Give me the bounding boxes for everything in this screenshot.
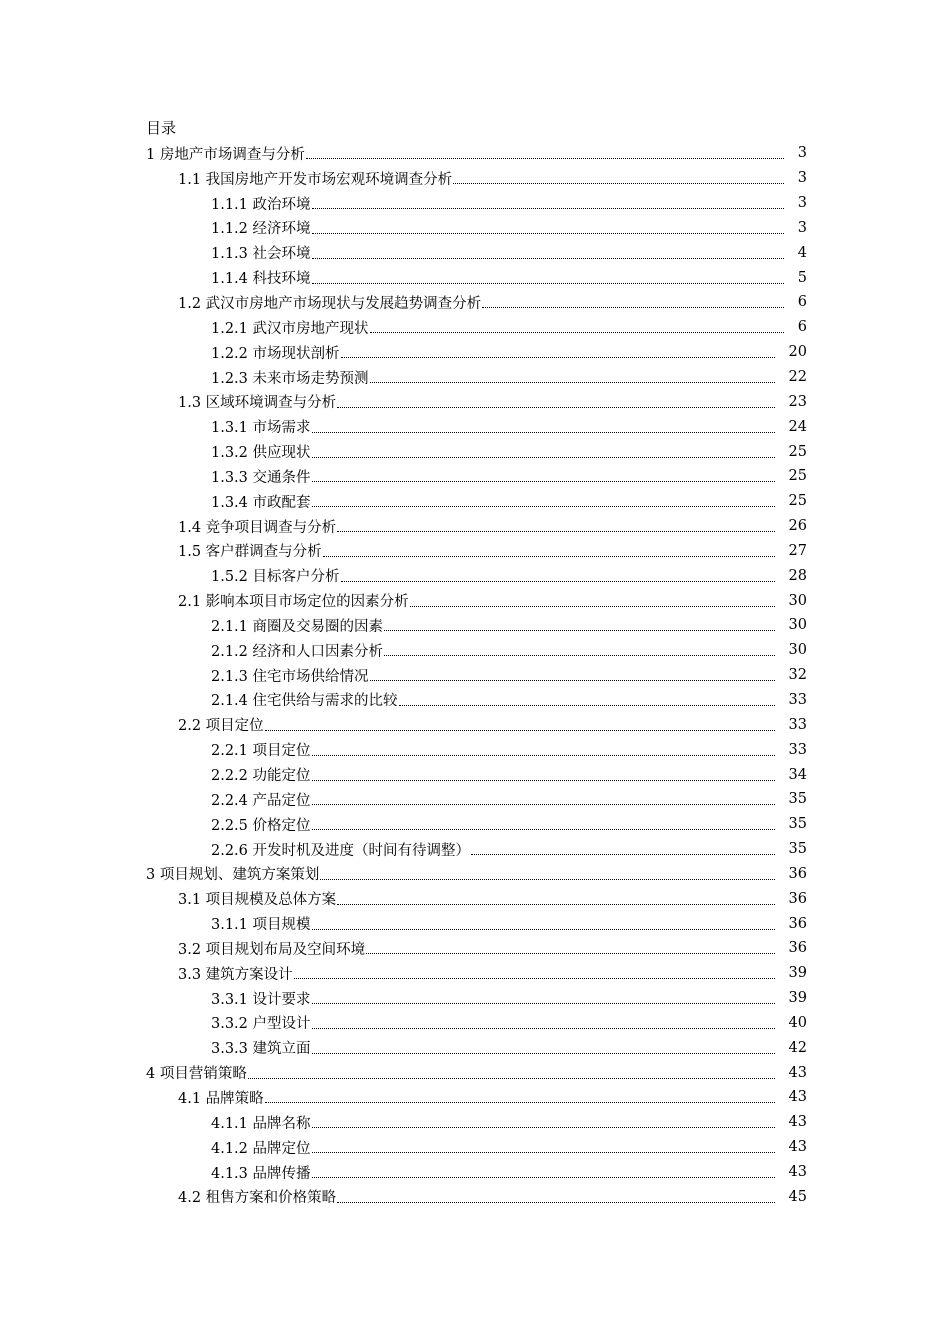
toc-leader-dots — [337, 1190, 774, 1204]
toc-leader-dots — [312, 743, 775, 757]
toc-entry-page-number: 43 — [788, 1139, 807, 1156]
toc-leader-dots — [320, 867, 774, 881]
toc-entry-label: 1.3.3 交通条件 — [211, 469, 311, 486]
toc-entry-label: 3 项目规划、建筑方案策划 — [146, 867, 320, 884]
toc-entry-label: 1.3.2 供应现状 — [211, 445, 311, 462]
toc-leader-dots — [399, 693, 775, 707]
toc-entry-page-number: 35 — [788, 841, 807, 858]
toc-entry-label: 1.4 竞争项目调查与分析 — [178, 519, 337, 536]
toc-leader-dots — [312, 445, 775, 459]
toc-entry-label: 3.3 建筑方案设计 — [178, 966, 293, 983]
table-of-contents — [0, 141, 950, 1209]
toc-leader-dots — [248, 1066, 775, 1080]
toc-entry-page-number: 42 — [788, 1039, 807, 1056]
toc-entry[interactable] — [0, 861, 807, 886]
toc-entry-page-number: 36 — [788, 890, 807, 907]
toc-entry[interactable] — [0, 1135, 807, 1160]
toc-entry-label: 4 项目营销策略 — [146, 1066, 247, 1083]
toc-entry-label: 2.1.2 经济和人口因素分析 — [211, 643, 384, 660]
toc-entry[interactable] — [0, 141, 807, 166]
toc-entry[interactable] — [0, 588, 807, 613]
toc-entry[interactable] — [0, 762, 807, 787]
toc-entry-label: 4.1 品牌策略 — [178, 1090, 264, 1107]
toc-leader-dots — [312, 246, 784, 260]
toc-entry[interactable] — [0, 539, 807, 564]
toc-entry-label: 2.1.4 住宅供给与需求的比较 — [211, 693, 398, 710]
toc-entry[interactable] — [0, 1184, 807, 1209]
toc-entry-label: 3.3.2 户型设计 — [211, 1016, 311, 1033]
toc-entry-label: 2.1.1 商圈及交易圈的因素 — [211, 618, 384, 635]
toc-leader-dots — [453, 171, 784, 185]
toc-entry[interactable] — [0, 663, 807, 688]
toc-leader-dots — [384, 618, 775, 632]
toc-entry-label: 1.1.3 社会环境 — [211, 246, 311, 263]
toc-entry-label: 2.2.2 功能定位 — [211, 768, 311, 785]
toc-leader-dots — [410, 594, 775, 608]
toc-title: 目录 — [146, 119, 177, 137]
toc-entry-label: 1.1.2 经济环境 — [211, 221, 311, 238]
toc-entry-page-number: 20 — [788, 344, 807, 361]
toc-entry[interactable] — [0, 1110, 807, 1135]
toc-entry-page-number: 36 — [788, 915, 807, 932]
toc-entry[interactable] — [0, 1160, 807, 1185]
toc-entry[interactable] — [0, 514, 807, 539]
toc-entry-label: 1.5.2 目标客户分析 — [211, 569, 340, 586]
toc-entry-page-number: 33 — [788, 691, 807, 708]
toc-leader-dots — [384, 643, 775, 657]
toc-entry-label: 1 房地产市场调查与分析 — [146, 146, 305, 163]
toc-entry-page-number: 45 — [788, 1188, 807, 1205]
toc-entry[interactable] — [0, 712, 807, 737]
toc-entry-page-number: 22 — [788, 369, 807, 386]
toc-entry[interactable] — [0, 414, 807, 439]
toc-leader-dots — [294, 966, 775, 980]
toc-entry-page-number: 4 — [797, 244, 807, 261]
toc-entry-page-number: 26 — [788, 518, 807, 535]
toc-entry-page-number: 3 — [797, 219, 807, 236]
toc-leader-dots — [337, 892, 774, 906]
toc-entry[interactable] — [0, 166, 807, 191]
toc-entry[interactable] — [0, 563, 807, 588]
toc-entry-page-number: 5 — [797, 269, 807, 286]
toc-leader-dots — [312, 1140, 775, 1154]
toc-entry[interactable] — [0, 216, 807, 241]
toc-entry[interactable] — [0, 340, 807, 365]
toc-entry[interactable] — [0, 464, 807, 489]
toc-leader-dots — [312, 196, 784, 210]
toc-leader-dots — [370, 370, 775, 384]
toc-entry[interactable] — [0, 439, 807, 464]
toc-leader-dots — [312, 271, 784, 285]
toc-entry[interactable] — [0, 886, 807, 911]
toc-entry[interactable] — [0, 911, 807, 936]
toc-leader-dots — [471, 842, 775, 856]
toc-entry-page-number: 32 — [788, 667, 807, 684]
toc-leader-dots — [337, 395, 774, 409]
toc-leader-dots — [341, 569, 775, 583]
toc-entry-page-number: 43 — [788, 1114, 807, 1131]
toc-entry[interactable] — [0, 812, 807, 837]
toc-entry-page-number: 43 — [788, 1164, 807, 1181]
toc-entry-label: 3.2 项目规划布局及空间环境 — [178, 941, 366, 958]
toc-entry-label: 2.2.5 价格定位 — [211, 817, 311, 834]
toc-entry-label: 1.3 区域环境调查与分析 — [178, 395, 337, 412]
toc-entry-page-number: 25 — [788, 468, 807, 485]
toc-entry-label: 2.2.4 产品定位 — [211, 792, 311, 809]
toc-entry-label: 3.1 项目规模及总体方案 — [178, 892, 337, 909]
toc-entry-page-number: 33 — [788, 716, 807, 733]
toc-entry-page-number: 30 — [788, 617, 807, 634]
toc-entry[interactable] — [0, 986, 807, 1011]
toc-entry-page-number: 6 — [797, 294, 807, 311]
toc-leader-dots — [370, 668, 775, 682]
toc-leader-dots — [312, 494, 775, 508]
toc-entry-label: 1.1 我国房地产开发市场宏观环境调查分析 — [178, 171, 453, 188]
toc-entry-label: 2.1.3 住宅市场供给情况 — [211, 668, 369, 685]
toc-entry[interactable] — [0, 638, 807, 663]
toc-leader-dots — [312, 1016, 775, 1030]
toc-entry-page-number: 3 — [797, 170, 807, 187]
toc-leader-dots — [323, 544, 775, 558]
toc-entry-label: 1.2 武汉市房地产市场现状与发展趋势调查分析 — [178, 295, 482, 312]
toc-entry-page-number: 36 — [788, 865, 807, 882]
toc-entry-page-number: 27 — [788, 542, 807, 559]
toc-entry-page-number: 43 — [788, 1064, 807, 1081]
toc-entry[interactable] — [0, 240, 807, 265]
toc-entry-page-number: 24 — [788, 418, 807, 435]
toc-leader-dots — [312, 792, 775, 806]
toc-entry[interactable] — [0, 787, 807, 812]
toc-entry[interactable] — [0, 936, 807, 961]
toc-entry-page-number: 28 — [788, 567, 807, 584]
toc-leader-dots — [312, 221, 784, 235]
toc-leader-dots — [312, 1165, 775, 1179]
toc-entry-label: 1.5 客户群调查与分析 — [178, 544, 322, 561]
toc-entry[interactable] — [0, 1060, 807, 1085]
toc-entry[interactable] — [0, 737, 807, 762]
toc-entry-label: 1.2.3 未来市场走势预测 — [211, 370, 369, 387]
toc-leader-dots — [306, 146, 784, 160]
toc-entry[interactable] — [0, 688, 807, 713]
toc-entry-label: 2.1 影响本项目市场定位的因素分析 — [178, 594, 409, 611]
toc-entry-label: 1.3.1 市场需求 — [211, 420, 311, 437]
toc-entry-label: 2.2 项目定位 — [178, 718, 264, 735]
toc-entry-page-number: 3 — [797, 195, 807, 212]
toc-leader-dots — [370, 320, 784, 334]
toc-entry[interactable] — [0, 1011, 807, 1036]
toc-leader-dots — [312, 469, 775, 483]
toc-leader-dots — [312, 817, 775, 831]
toc-entry[interactable] — [0, 191, 807, 216]
toc-entry-label: 1.1.1 政治环境 — [211, 196, 311, 213]
toc-entry-page-number: 36 — [788, 940, 807, 957]
toc-entry[interactable] — [0, 365, 807, 390]
toc-entry-page-number: 25 — [788, 443, 807, 460]
toc-entry-label: 4.1.2 品牌定位 — [211, 1140, 311, 1157]
toc-entry-label: 1.2.2 市场现状剖析 — [211, 345, 340, 362]
toc-entry[interactable] — [0, 613, 807, 638]
toc-leader-dots — [366, 941, 774, 955]
toc-entry[interactable] — [0, 961, 807, 986]
toc-entry[interactable] — [0, 315, 807, 340]
toc-entry[interactable] — [0, 1035, 807, 1060]
toc-leader-dots — [312, 768, 775, 782]
toc-leader-dots — [265, 1090, 775, 1104]
toc-leader-dots — [337, 519, 774, 533]
toc-entry[interactable] — [0, 1085, 807, 1110]
toc-entry-page-number: 3 — [797, 145, 807, 162]
toc-entry-label: 2.2.6 开发时机及进度（时间有待调整） — [211, 842, 471, 859]
toc-leader-dots — [312, 1115, 775, 1129]
toc-entry-page-number: 30 — [788, 592, 807, 609]
toc-entry[interactable] — [0, 389, 807, 414]
toc-entry[interactable] — [0, 265, 807, 290]
toc-leader-dots — [482, 295, 784, 309]
toc-entry-page-number: 34 — [788, 766, 807, 783]
toc-entry-label: 1.2.1 武汉市房地产现状 — [211, 320, 369, 337]
toc-entry-label: 4.1.1 品牌名称 — [211, 1115, 311, 1132]
toc-leader-dots — [312, 917, 775, 931]
toc-leader-dots — [265, 718, 775, 732]
toc-entry-label: 1.1.4 科技环境 — [211, 271, 311, 288]
toc-entry-page-number: 39 — [788, 965, 807, 982]
toc-entry[interactable] — [0, 837, 807, 862]
toc-entry-page-number: 35 — [788, 791, 807, 808]
toc-entry-page-number: 43 — [788, 1089, 807, 1106]
toc-entry-page-number: 33 — [788, 741, 807, 758]
toc-entry[interactable] — [0, 290, 807, 315]
toc-leader-dots — [312, 991, 775, 1005]
toc-leader-dots — [312, 1041, 775, 1055]
toc-entry-page-number: 35 — [788, 816, 807, 833]
toc-entry-page-number: 25 — [788, 493, 807, 510]
toc-entry-label: 3.1.1 项目规模 — [211, 917, 311, 934]
toc-entry[interactable] — [0, 489, 807, 514]
toc-entry-label: 3.3.1 设计要求 — [211, 991, 311, 1008]
toc-entry-page-number: 39 — [788, 990, 807, 1007]
toc-entry-page-number: 23 — [788, 393, 807, 410]
toc-entry-page-number: 30 — [788, 642, 807, 659]
toc-entry-label: 3.3.3 建筑立面 — [211, 1041, 311, 1058]
toc-entry-label: 4.2 租售方案和价格策略 — [178, 1190, 337, 1207]
toc-entry-page-number: 40 — [788, 1014, 807, 1031]
toc-entry-page-number: 6 — [797, 319, 807, 336]
toc-entry-label: 2.2.1 项目定位 — [211, 743, 311, 760]
toc-entry-label: 1.3.4 市政配套 — [211, 494, 311, 511]
toc-entry-label: 4.1.3 品牌传播 — [211, 1165, 311, 1182]
toc-leader-dots — [341, 345, 775, 359]
toc-leader-dots — [312, 420, 775, 434]
